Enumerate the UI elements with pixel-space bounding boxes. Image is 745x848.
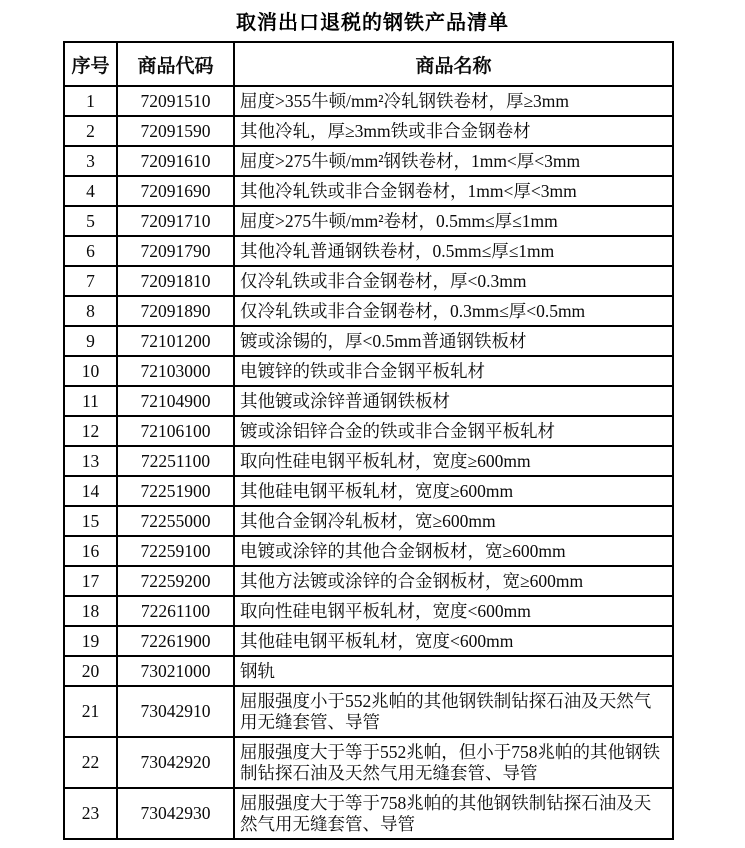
table-row — [64, 686, 673, 737]
table-row — [64, 386, 673, 416]
table-row — [64, 566, 673, 596]
table-row — [64, 206, 673, 236]
cell-name: 取向性硅电钢平板轧材，宽度≥600mm — [234, 446, 673, 476]
table-row — [64, 476, 673, 506]
cell-index: 16 — [64, 536, 117, 566]
cell-name: 其他冷轧铁或非合金钢卷材，1mm<厚<3mm — [234, 176, 673, 206]
cell-index: 22 — [64, 737, 117, 788]
cell-index: 4 — [64, 176, 117, 206]
table-row — [64, 266, 673, 296]
cell-index: 21 — [64, 686, 117, 737]
cell-index: 8 — [64, 296, 117, 326]
cell-index: 15 — [64, 506, 117, 536]
table-row — [64, 788, 673, 839]
cell-code: 72091890 — [117, 296, 234, 326]
table-row — [64, 446, 673, 476]
cell-code: 72101200 — [117, 326, 234, 356]
table-row — [64, 416, 673, 446]
cell-code: 72259100 — [117, 536, 234, 566]
cell-index: 2 — [64, 116, 117, 146]
cell-name: 电镀锌的铁或非合金钢平板轧材 — [234, 356, 673, 386]
cell-code: 72091810 — [117, 266, 234, 296]
cell-code: 72251100 — [117, 446, 234, 476]
cell-code: 72259200 — [117, 566, 234, 596]
table-row — [64, 506, 673, 536]
cell-index: 9 — [64, 326, 117, 356]
cell-name: 屈服强度小于552兆帕的其他钢铁制钻探石油及天然气用无缝套管、导管 — [234, 686, 673, 737]
cell-index: 10 — [64, 356, 117, 386]
cell-name: 其他冷轧，厚≥3mm铁或非合金钢卷材 — [234, 116, 673, 146]
cell-index: 14 — [64, 476, 117, 506]
cell-code: 72091510 — [117, 86, 234, 116]
table-row — [64, 326, 673, 356]
cell-name: 其他硅电钢平板轧材，宽度≥600mm — [234, 476, 673, 506]
cell-code: 72091790 — [117, 236, 234, 266]
cell-name: 屈度>275牛顿/mm²卷材，0.5mm≤厚≤1mm — [234, 206, 673, 236]
product-table — [63, 41, 674, 840]
table-row — [64, 296, 673, 326]
table-row — [64, 737, 673, 788]
cell-code: 72255000 — [117, 506, 234, 536]
header-row — [64, 42, 673, 86]
table-row — [64, 536, 673, 566]
cell-code: 72261900 — [117, 626, 234, 656]
cell-name: 电镀或涂锌的其他合金钢板材，宽≥600mm — [234, 536, 673, 566]
cell-name: 钢轨 — [234, 656, 673, 686]
cell-index: 3 — [64, 146, 117, 176]
cell-code: 73042910 — [117, 686, 234, 737]
cell-index: 13 — [64, 446, 117, 476]
table-row — [64, 146, 673, 176]
cell-code: 72104900 — [117, 386, 234, 416]
cell-code: 72091590 — [117, 116, 234, 146]
col-header-index: 序号 — [64, 42, 117, 86]
cell-name: 其他镀或涂锌普通钢铁板材 — [234, 386, 673, 416]
cell-code: 72091610 — [117, 146, 234, 176]
col-header-name: 商品名称 — [234, 42, 673, 86]
table-row — [64, 116, 673, 146]
cell-index: 11 — [64, 386, 117, 416]
col-header-code: 商品代码 — [117, 42, 234, 86]
table-row — [64, 626, 673, 656]
cell-name: 取向性硅电钢平板轧材，宽度<600mm — [234, 596, 673, 626]
cell-name: 屈服强度大于等于758兆帕的其他钢铁制钻探石油及天然气用无缝套管、导管 — [234, 788, 673, 839]
cell-code: 73042920 — [117, 737, 234, 788]
cell-index: 6 — [64, 236, 117, 266]
cell-name: 屈度>355牛顿/mm²冷轧钢铁卷材，厚≥3mm — [234, 86, 673, 116]
table-row — [64, 236, 673, 266]
cell-index: 20 — [64, 656, 117, 686]
cell-code: 72261100 — [117, 596, 234, 626]
cell-name: 仅冷轧铁或非合金钢卷材，厚<0.3mm — [234, 266, 673, 296]
cell-name: 镀或涂铝锌合金的铁或非合金钢平板轧材 — [234, 416, 673, 446]
table-row — [64, 356, 673, 386]
cell-index: 1 — [64, 86, 117, 116]
cell-name: 屈度>275牛顿/mm²钢铁卷材，1mm<厚<3mm — [234, 146, 673, 176]
cell-index: 12 — [64, 416, 117, 446]
cell-name: 其他方法镀或涂锌的合金钢板材，宽≥600mm — [234, 566, 673, 596]
table-row — [64, 86, 673, 116]
cell-name: 镀或涂锡的，厚<0.5mm普通钢铁板材 — [234, 326, 673, 356]
cell-index: 7 — [64, 266, 117, 296]
cell-code: 72091690 — [117, 176, 234, 206]
cell-name: 仅冷轧铁或非合金钢卷材，0.3mm≤厚<0.5mm — [234, 296, 673, 326]
table-row — [64, 176, 673, 206]
cell-name: 屈服强度大于等于552兆帕，但小于758兆帕的其他钢铁制钻探石油及天然气用无缝套管、导管 — [234, 737, 673, 788]
cell-code: 73042930 — [117, 788, 234, 839]
cell-code: 72251900 — [117, 476, 234, 506]
cell-name: 其他硅电钢平板轧材，宽度<600mm — [234, 626, 673, 656]
cell-name: 其他合金钢冷轧板材，宽≥600mm — [234, 506, 673, 536]
cell-code: 73021000 — [117, 656, 234, 686]
cell-name: 其他冷轧普通钢铁卷材，0.5mm≤厚≤1mm — [234, 236, 673, 266]
table-row — [64, 656, 673, 686]
cell-code: 72091710 — [117, 206, 234, 236]
cell-index: 19 — [64, 626, 117, 656]
table-row — [64, 596, 673, 626]
product-table-body — [64, 86, 673, 839]
cell-index: 23 — [64, 788, 117, 839]
cell-index: 5 — [64, 206, 117, 236]
cell-index: 18 — [64, 596, 117, 626]
page-title: 取消出口退税的钢铁产品清单 — [236, 12, 509, 34]
cell-code: 72103000 — [117, 356, 234, 386]
cell-index: 17 — [64, 566, 117, 596]
cell-code: 72106100 — [117, 416, 234, 446]
